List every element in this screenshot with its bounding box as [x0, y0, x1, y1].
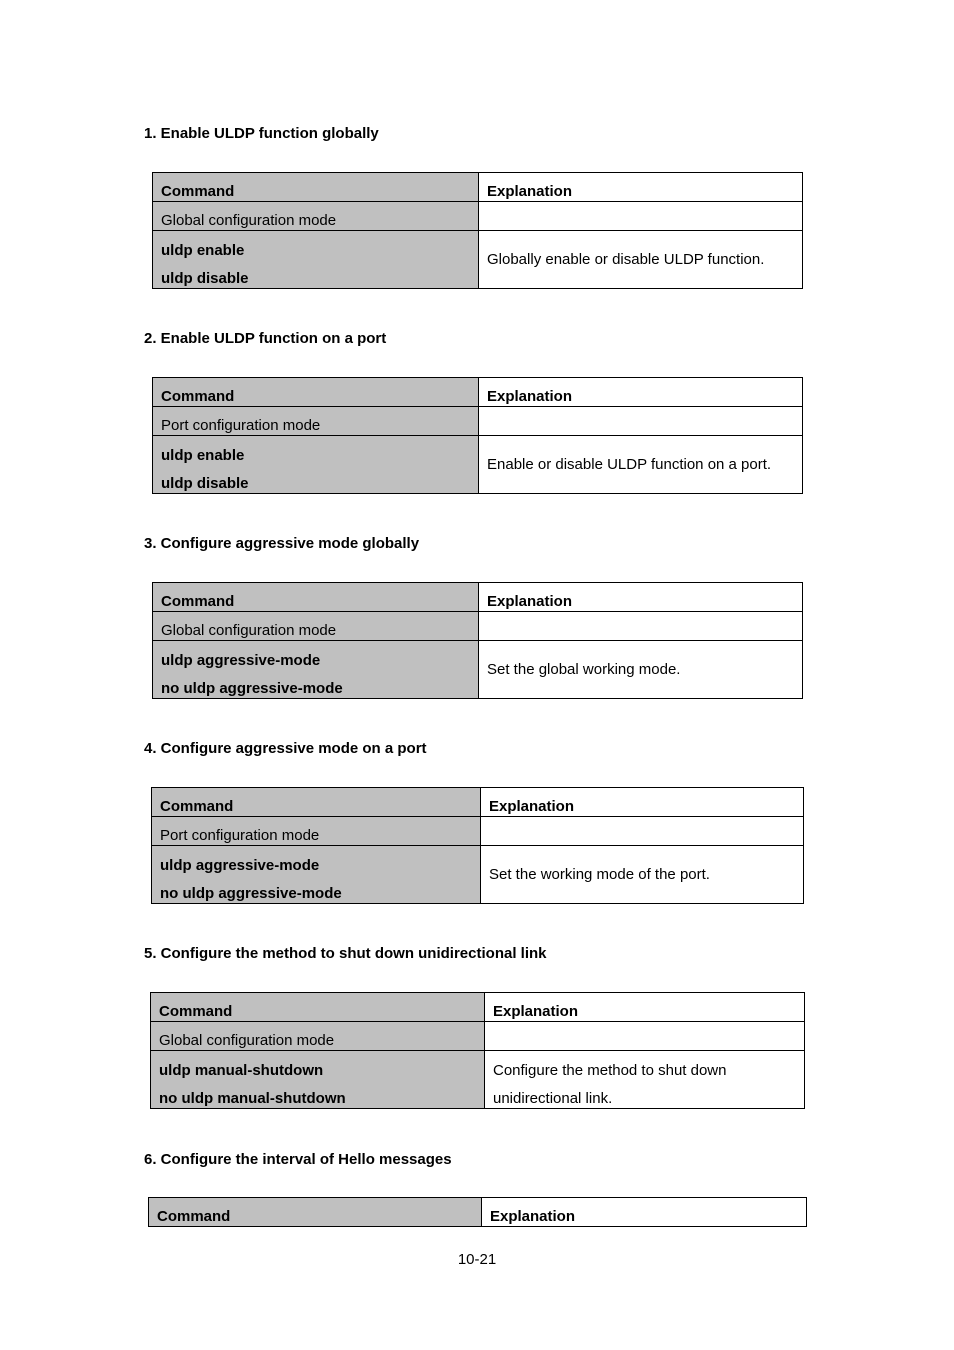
explanation-cell — [481, 846, 804, 904]
command-disable: uldp disable — [161, 270, 249, 287]
command-disable: uldp disable — [161, 475, 249, 492]
command-cell — [152, 846, 481, 904]
command-disable: no uldp aggressive-mode — [161, 680, 343, 697]
command-table — [151, 787, 804, 904]
explanation-text-line-1: Configure the method to shut down — [493, 1062, 727, 1079]
configuration-mode: Port configuration mode — [152, 817, 481, 846]
page-number: 10-21 — [457, 1251, 497, 1268]
empty-cell — [479, 407, 803, 436]
section-heading: 3. Configure aggressive mode globally — [144, 535, 420, 552]
command-enable: uldp aggressive-mode — [161, 652, 321, 669]
command-cell — [153, 641, 479, 699]
command-enable: uldp manual-shutdown — [159, 1062, 324, 1079]
column-header-explanation: Explanation — [479, 378, 803, 407]
explanation-text-line-2: unidirectional link. — [493, 1090, 613, 1107]
command-disable: no uldp aggressive-mode — [160, 885, 342, 902]
explanation-cell — [479, 641, 803, 699]
command-table — [152, 582, 803, 699]
empty-cell — [485, 1022, 805, 1051]
column-header-explanation: Explanation — [481, 788, 804, 817]
command-enable: uldp enable — [161, 447, 245, 464]
explanation-cell — [485, 1051, 805, 1109]
column-header-explanation: Explanation — [485, 993, 805, 1022]
explanation-text: Set the working mode of the port. — [489, 865, 710, 883]
column-header-command: Command — [153, 173, 479, 202]
empty-cell — [479, 612, 803, 641]
section-heading: 1. Enable ULDP function globally — [144, 125, 379, 142]
section-heading: 5. Configure the method to shut down unidirectional link — [144, 945, 547, 962]
column-header-command: Command — [153, 378, 479, 407]
command-table — [148, 1197, 807, 1227]
configuration-mode: Global configuration mode — [151, 1022, 485, 1051]
command-table — [152, 172, 803, 289]
column-header-explanation: Explanation — [479, 173, 803, 202]
column-header-command: Command — [153, 583, 479, 612]
explanation-text: Set the global working mode. — [487, 660, 681, 678]
command-disable: no uldp manual-shutdown — [159, 1090, 346, 1107]
command-cell — [153, 436, 479, 494]
column-header-command: Command — [149, 1198, 482, 1227]
section-heading: 2. Enable ULDP function on a port — [144, 330, 387, 347]
explanation-text: Enable or disable ULDP function on a port. — [487, 455, 772, 473]
section-heading: 4. Configure aggressive mode on a port — [144, 740, 427, 757]
command-enable: uldp aggressive-mode — [160, 857, 320, 874]
explanation-text: Globally enable or disable ULDP function. — [487, 250, 765, 268]
configuration-mode: Global configuration mode — [153, 202, 479, 231]
empty-cell — [479, 202, 803, 231]
column-header-command: Command — [152, 788, 481, 817]
column-header-explanation: Explanation — [482, 1198, 807, 1227]
empty-cell — [481, 817, 804, 846]
column-header-explanation: Explanation — [479, 583, 803, 612]
section-heading: 6. Configure the interval of Hello messages — [144, 1151, 452, 1168]
command-enable: uldp enable — [161, 242, 245, 259]
command-table — [150, 992, 805, 1109]
column-header-command: Command — [151, 993, 485, 1022]
explanation-cell — [479, 231, 803, 289]
configuration-mode: Port configuration mode — [153, 407, 479, 436]
command-cell — [153, 231, 479, 289]
explanation-cell — [479, 436, 803, 494]
command-cell — [151, 1051, 485, 1109]
command-table — [152, 377, 803, 494]
configuration-mode: Global configuration mode — [153, 612, 479, 641]
